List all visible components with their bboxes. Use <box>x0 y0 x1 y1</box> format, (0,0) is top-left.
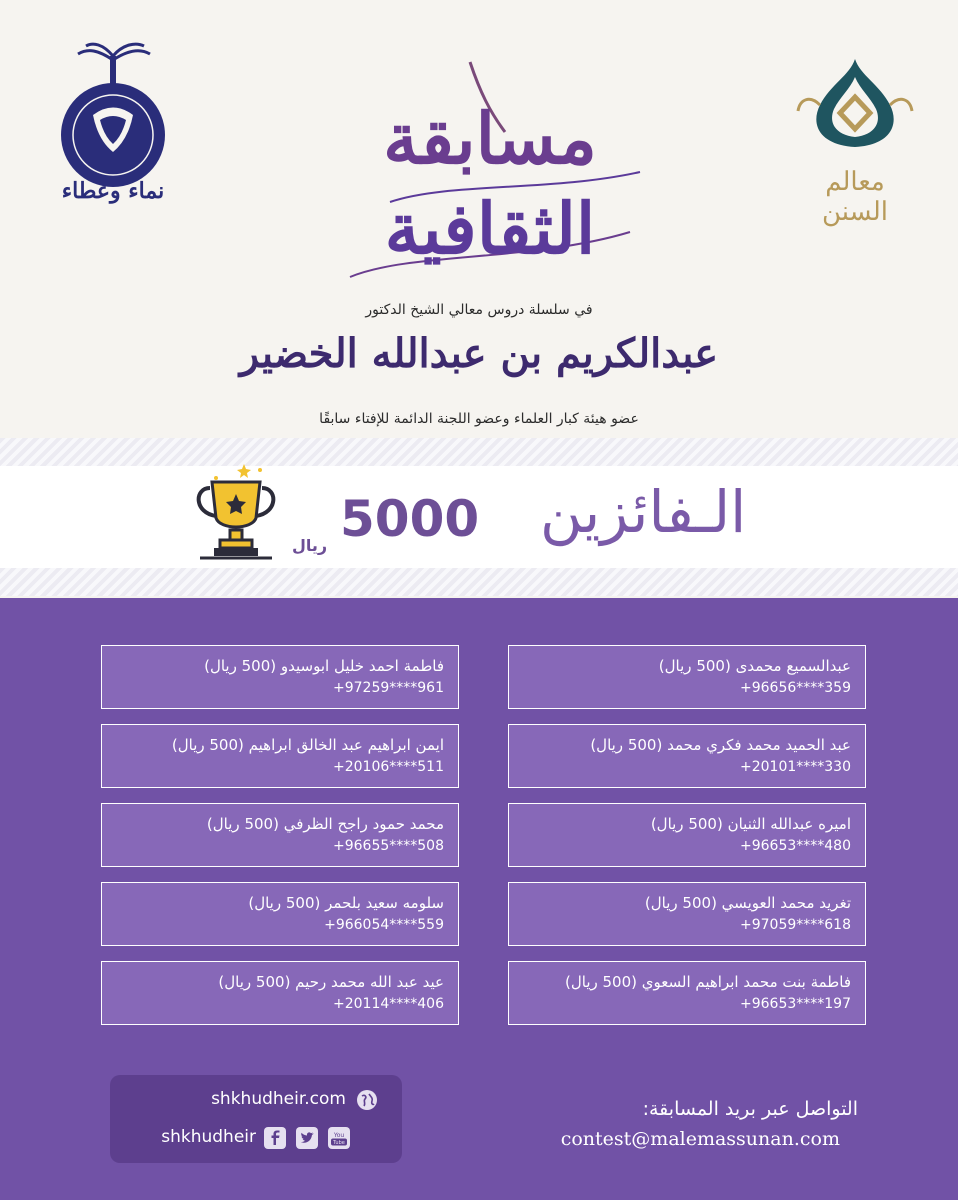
winner-phone: +20106****511 <box>333 759 444 775</box>
winner-name: محمد حمود راجح الظرفي (500 ريال) <box>206 815 444 833</box>
header-area <box>0 0 958 438</box>
winner-phone: +96653****197 <box>740 996 851 1012</box>
website-link[interactable]: shkhudheir.com <box>211 1089 346 1109</box>
winner-phone: +96653****480 <box>740 838 851 854</box>
globe-icon[interactable] <box>356 1089 378 1111</box>
member-text: عضو هيئة كبار العلماء وعضو اللجنة الدائمة للإفتاء سابقًا <box>319 411 639 427</box>
svg-text:Tube: Tube <box>333 1140 345 1146</box>
winner-name: سلومه سعيد بلحمر (500 ريال) <box>248 894 444 912</box>
series-text: في سلسلة دروس معالي الشيخ الدكتور <box>365 302 593 318</box>
winner-card <box>101 882 459 946</box>
malem-assunan-name: معالم السنن <box>822 167 888 227</box>
winners-title: الـفائزين <box>540 478 747 546</box>
twitter-icon[interactable] <box>296 1127 318 1149</box>
malem-assunan-logo <box>790 55 920 227</box>
winner-name: فاطمة احمد خليل ابوسيدو (500 ريال) <box>204 657 444 675</box>
winner-phone: +97059****618 <box>740 917 851 933</box>
winner-name: عيد عبد الله محمد رحيم (500 ريال) <box>218 973 444 991</box>
facebook-icon[interactable] <box>264 1127 286 1149</box>
stripe-divider-bottom <box>0 568 958 596</box>
youtube-icon[interactable] <box>328 1127 350 1149</box>
social-icons <box>264 1127 350 1149</box>
winner-phone: +966054****559 <box>324 917 444 933</box>
winner-card <box>508 724 866 788</box>
trophy-icon <box>186 458 286 564</box>
prize-amount: 5000 <box>340 490 480 548</box>
winner-card <box>101 803 459 867</box>
title-line-1: مسابقة <box>383 97 597 180</box>
winner-card <box>101 645 459 709</box>
winner-card <box>508 645 866 709</box>
winner-phone: +97259****961 <box>333 680 444 696</box>
contact-label: التواصل عبر بريد المسابقة: <box>642 1098 858 1120</box>
winner-name: اميره عبدالله الثنيان (500 ريال) <box>650 815 851 833</box>
winner-phone: +96655****508 <box>333 838 444 854</box>
social-box <box>110 1075 402 1163</box>
stripe-divider-top <box>0 438 958 466</box>
dome-emblem-icon <box>790 55 920 165</box>
winner-name: فاطمة بنت محمد ابراهيم السعوي (500 ريال) <box>565 973 851 991</box>
contact-email-link[interactable]: contest@malemassunan.com <box>560 1128 840 1150</box>
social-username[interactable]: shkhudheir <box>161 1127 256 1147</box>
winner-card <box>508 882 866 946</box>
winner-phone: +96656****359 <box>740 680 851 696</box>
charity-logo <box>48 40 178 220</box>
svg-text:You: You <box>333 1132 345 1139</box>
winner-phone: +20114****406 <box>333 996 444 1012</box>
winner-name: تغريد محمد العويسي (500 ريال) <box>644 894 851 912</box>
winner-name: عبدالسميع محمدى (500 ريال) <box>658 657 851 675</box>
sheikh-name: عبدالكريم بن عبدالله الخضير <box>239 330 719 377</box>
winner-card <box>508 961 866 1025</box>
winner-name: ايمن ابراهيم عبد الخالق ابراهيم (500 ريال) <box>171 736 444 754</box>
winner-card <box>508 803 866 867</box>
prize-currency: ريال <box>292 536 328 555</box>
winner-phone: +20101****330 <box>740 759 851 775</box>
competition-title <box>330 52 650 292</box>
winner-card <box>101 724 459 788</box>
winner-card <box>101 961 459 1025</box>
winner-name: عبد الحميد محمد فكري محمد (500 ريال) <box>590 736 851 754</box>
title-line-2: الثقافية <box>384 187 596 270</box>
charity-motto: نماء وعطاء <box>61 178 165 204</box>
